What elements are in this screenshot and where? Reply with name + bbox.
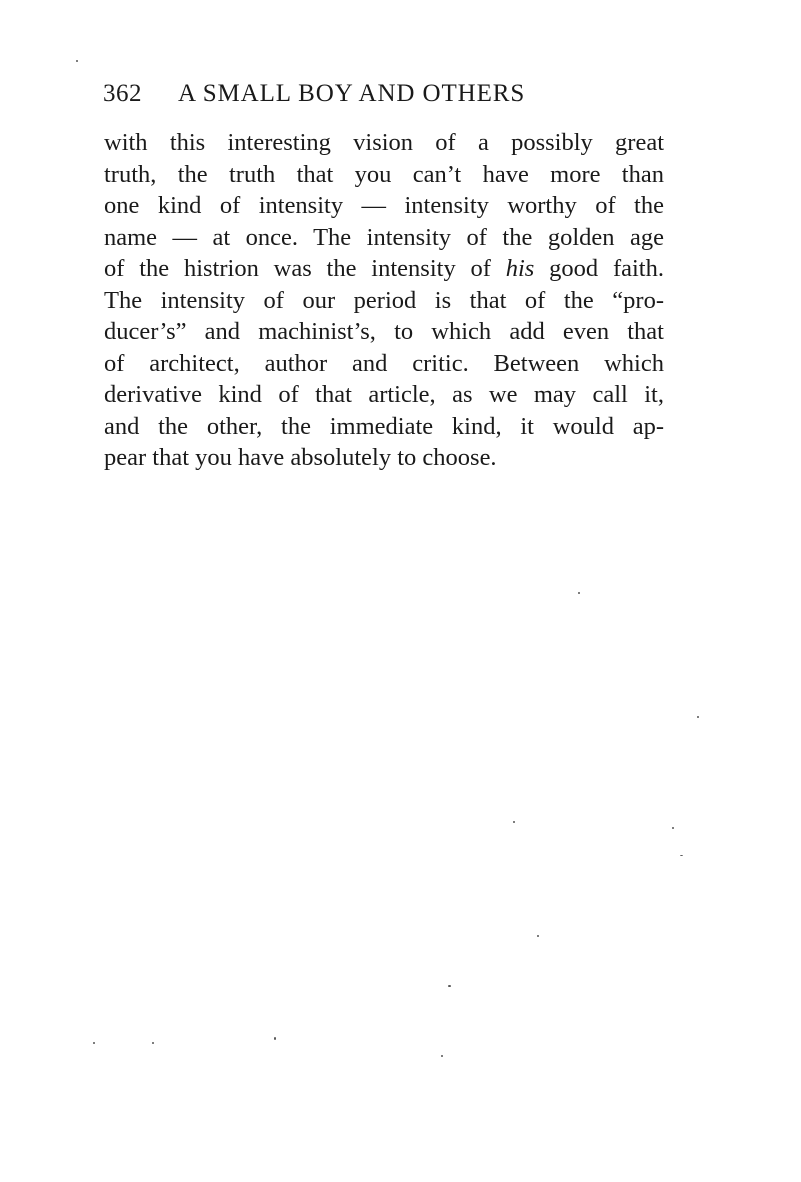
text-line: one kind of intensity — intensity worthy of the — [104, 192, 664, 219]
body-paragraph — [104, 127, 664, 474]
scan-speck — [697, 716, 699, 718]
scan-speck — [441, 1055, 443, 1057]
text-line: truth, the truth that you can’t have more than — [104, 160, 664, 188]
page-number: 362 — [103, 80, 142, 107]
scan-speck — [93, 1042, 95, 1044]
scan-speck — [672, 827, 674, 829]
text-line: The intensity of our period is that of the “pro- — [104, 286, 664, 314]
text-line: derivative kind of that article, as we may call it, — [104, 381, 664, 408]
text-line: name — at once. The intensity of the golden age — [104, 223, 664, 251]
scan-speck — [152, 1042, 154, 1044]
text-line: ducer’s” and machinist’s, to which add even that — [104, 318, 664, 345]
text-line — [104, 253, 664, 285]
scan-speck — [537, 935, 539, 937]
scan-speck — [76, 60, 78, 62]
text-line: with this interesting vision of a possibly great — [104, 129, 664, 156]
italic-word: his — [505, 255, 535, 282]
scan-speck — [513, 821, 515, 823]
text-line: and the other, the immediate kind, it would ap- — [104, 412, 664, 440]
text-segment: of the histrion was the intensity of — [104, 255, 506, 282]
text-line: of architect, author and critic. Between which — [104, 349, 664, 377]
scan-speck — [274, 1037, 276, 1040]
scan-speck — [578, 592, 580, 594]
text-segment: good faith. — [534, 255, 664, 282]
scan-speck — [448, 985, 451, 987]
running-title: A SMALL BOY AND OTHERS — [178, 80, 526, 107]
running-head — [103, 80, 663, 112]
text-line: pear that you have absolutely to choose. — [104, 444, 497, 471]
scan-speck — [680, 855, 683, 856]
